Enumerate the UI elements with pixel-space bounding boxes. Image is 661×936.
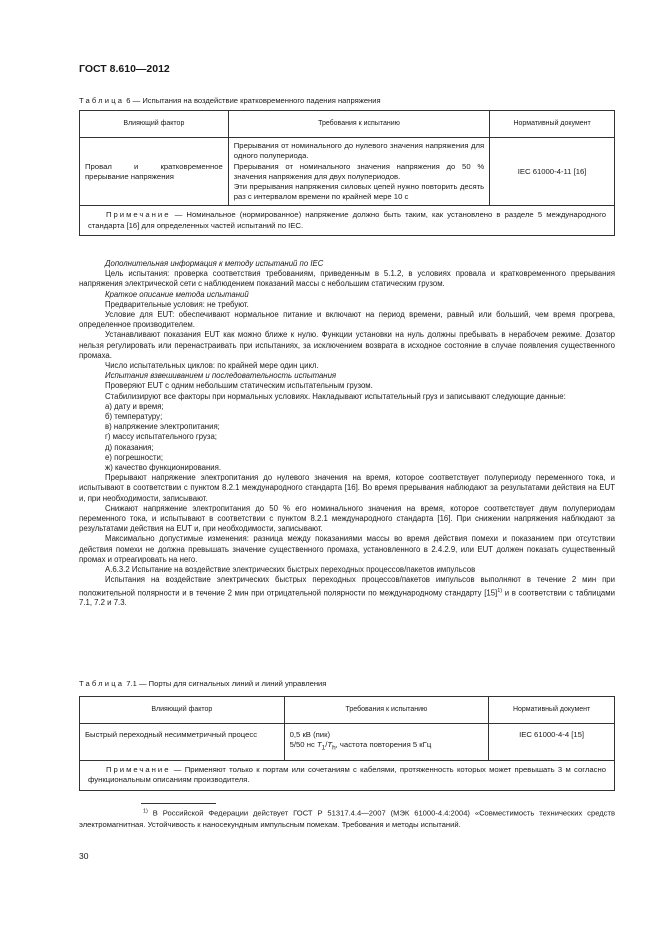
- footnote-text: В Российской Федерации действует ГОСТ Р 51317.4.4—2007 (МЭК 61000-4.4:2004) «Совместимость технических средств электромагнитная. Устойчивость к наносекундным импульсным помехам. Требования и методы испытаний.: [79, 808, 615, 829]
- table7-req-2-th: T: [327, 740, 333, 750]
- list-item: в) напряжение электропитания;: [105, 422, 220, 432]
- footnote-mark: [79, 809, 148, 818]
- list-item: д) показания;: [105, 442, 154, 452]
- table7-req-2-suffix: , частота повторения 5 кГц: [335, 740, 432, 750]
- table6-cell-requirements: [228, 138, 489, 206]
- table6-req-2: Прерывания от номинального значения напряжения до 50 % значения напряжения для двух полупериодов.: [233, 161, 485, 181]
- table6-caption-text: 6 — Испытания на воздействие кратковременного падения напряжения: [124, 96, 381, 105]
- table6-note-text: — Номинальное (нормированное) напряжение должно быть таким, как установлено в разделе 5 международного стандарта [16] для определенных частей испытаний по IEC.: [88, 210, 606, 230]
- table6-cell-document: IEC 61000-4-11 [16]: [490, 138, 615, 206]
- paragraph-zero-setting: Устанавливают показания EUT как можно ближе к нулю. Функции установки на нуль должны пребывать в нерабочем режиме. Дозатор нельзя регулировать или перенастраивать при испытаниях, за исключением возврата в исходное состояние в случае появления существенного промаха.: [79, 330, 615, 360]
- table7-req-2-t1: T: [316, 740, 322, 750]
- table7-req-2-slash: /: [325, 740, 328, 750]
- table-7-1: [79, 696, 615, 791]
- table7-req-2: [290, 740, 484, 754]
- paragraph-method-title: Краткое описание метода испытаний: [105, 289, 249, 299]
- paragraph-preconditions: Предварительные условия: не требуют.: [105, 299, 249, 309]
- list-item: б) температуру;: [105, 412, 163, 422]
- paragraph-eut-condition: Условие для EUT: обеспечивают нормальное питание и включают на период времени, равный или больший, чем время прогрева, определенное производителем.: [79, 310, 615, 330]
- paragraph-cycles: Число испытательных циклов: по крайней мере один цикл.: [105, 361, 319, 371]
- paragraph-stabilize: Стабилизируют все факторы при нормальных условиях. Накладывают испытательный груз и записывают следующие данные:: [105, 391, 566, 401]
- paragraph-eft-text: Испытания на воздействие электрических быстрых переходных процессов/пакетов импульсов выполняют в течение 2 мин при положительной полярности и в течение 2 мин при отрицательной полярности по международному стандарту [15]: [79, 575, 615, 598]
- list-item: е) погрешности;: [105, 452, 164, 462]
- table6-header-requirements: Требования к испытанию: [228, 111, 489, 138]
- table7-header-document: Нормативный документ: [489, 697, 615, 724]
- table7-caption-text: 7.1 — Порты для сигнальных линий и линий управления: [124, 679, 327, 688]
- paragraph-eft-tail: и в соответствии с таблицами 7.1, 7.2 и 7.3.: [79, 588, 615, 608]
- paragraph-test-purpose: Цель испытания: проверка соответствия требованиям, приведенным в 5.1.2, в условиях провала и кратковременного прерывания напряжения электрической сети с наблюдением показаний массы с небольшим статическим грузом.: [79, 269, 615, 289]
- paragraph-max-changes: Максимально допустимые изменения: разница между показаниями массы во время действия помехи и показанием при отсутствии действия помехи не должна превышать значение существенного промаха, установленного в 2.4.2.9, или EUT должен показать существенный промах и отреагировать на него.: [79, 534, 615, 564]
- list-item: ж) качество функционирования.: [105, 463, 222, 473]
- list-item: г) массу испытательного груза;: [105, 432, 217, 442]
- paragraph-weighing-tests: Испытания взвешиванием и последовательность испытания: [105, 371, 337, 381]
- footnote-mark-sup: 1): [143, 808, 148, 814]
- list-item: а) дату и время;: [105, 401, 164, 411]
- table6-req-1: Прерывания от номинального до нулевого значения напряжения для одного полупериода.: [233, 141, 485, 161]
- table7-caption: [79, 679, 326, 688]
- paragraph-eft-tests: [79, 575, 615, 608]
- section-heading-a632: А.6.3.2 Испытание на воздействие электрических быстрых переходных процессов/пакетов импульсов: [105, 565, 476, 575]
- table7-header-requirements: Требования к испытанию: [284, 697, 489, 724]
- page-number: 30: [79, 851, 89, 861]
- table7-note-word: Примечание: [106, 765, 171, 775]
- table7-note-text: — Применяют только к портам или сочетаниям с кабелями, протяженность которых может превышать 3 м согласно функциональным описаниям производителя.: [88, 765, 606, 785]
- table6-header-document: Нормативный документ: [490, 111, 615, 138]
- table7-cell-factor: Быстрый переходный несимметричный процесс: [80, 724, 285, 761]
- paragraph-reduce-voltage: Снижают напряжение электропитания до 50 % его номинального значения на время, которое соответствует двум полупериодам переменного тока, и испытывают в соответствии с пунктом 8.2.1 международного стандарта [16]. При снижении напряжения наблюдают за результатами действия на EUT и, при необходимости, записывают.: [79, 503, 615, 534]
- table7-req-1: 0,5 кВ (пик): [289, 730, 331, 740]
- table7-req-2-prefix: 5/50 нс: [289, 740, 317, 750]
- footnote-divider: [141, 803, 216, 804]
- table6-caption: [79, 96, 381, 105]
- table6-note-word: Примечание: [106, 210, 171, 220]
- table6-header-factor: Влияющий фактор: [80, 111, 229, 138]
- table7-req-2-th-sub: h: [332, 744, 336, 752]
- table6-note: [80, 206, 615, 235]
- table7-note: [80, 761, 615, 790]
- paragraph-additional-info: Дополнительная информация к методу испытаний по IEC: [105, 259, 324, 268]
- body-text: [79, 259, 615, 609]
- table7-header-factor: Влияющий фактор: [80, 697, 285, 724]
- paragraph-interrupt: Прерывают напряжение электропитания до нулевого значения на время, которое соответствует полупериоду переменного тока, и испытывают в соответствии с пунктом 8.2.1 международного стандарта [16]. Во время прерывания наблюдают за результатами действия на EUT и, при необходимости, записывают.: [79, 473, 615, 503]
- table6-caption-word: Таблица: [79, 96, 125, 105]
- table7-req-2-t1-sub: 1: [321, 744, 326, 752]
- document-header: ГОСТ 8.610—2012: [79, 63, 170, 75]
- table-6: [79, 110, 615, 236]
- table6-cell-factor: Провал и кратковременное прерывание напряжения: [80, 138, 229, 206]
- table7-cell-document: IEC 61000-4-4 [15]: [489, 724, 615, 761]
- footnote-reference[interactable]: 1): [497, 587, 503, 594]
- table7-cell-requirements: [284, 724, 489, 761]
- table7-caption-word: Таблица: [79, 679, 125, 688]
- table6-req-3: Эти прерывания напряжения силовых цепей нужно повторить десять раз с интервалом времени по крайней мере 10 с: [233, 182, 485, 202]
- paragraph-check-eut: Проверяют EUT с одним небольшим статическим испытательным грузом.: [105, 381, 373, 391]
- footnote: [79, 806, 615, 830]
